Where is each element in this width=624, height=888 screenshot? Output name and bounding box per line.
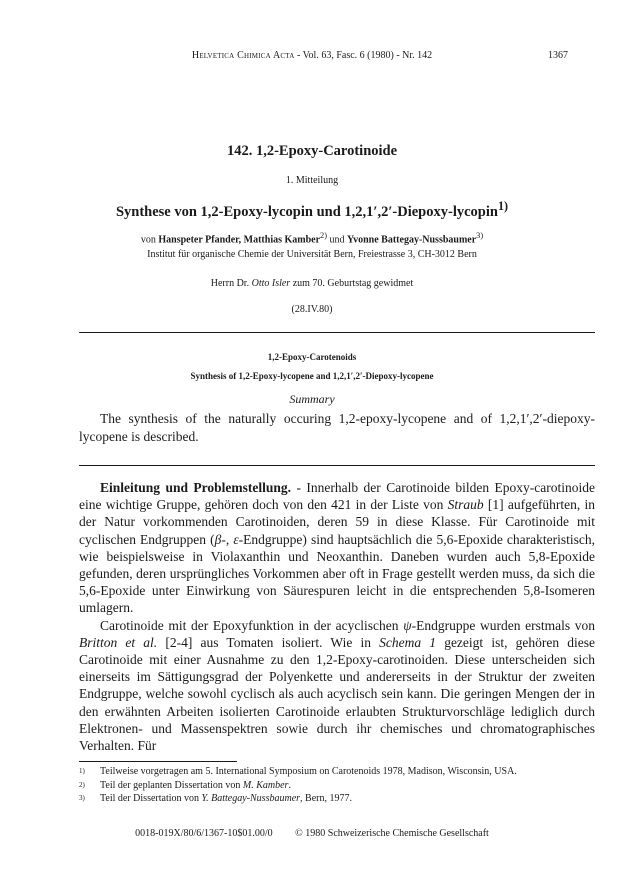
dedication: Herrn Dr. Otto Isler zum 70. Geburtstag gewidmet [210, 278, 414, 289]
authors-prefix: von [140, 234, 159, 246]
cited-author: Britton et al. [79, 634, 158, 650]
page-number: 1367 [548, 50, 568, 61]
footnotes [79, 765, 595, 806]
english-subtitle: Synthesis of 1,2-Epoxy-lycopene and 1,2,1′,2′-Diepoxy-lycopene [190, 371, 434, 381]
scheme-reference: Schema 1 [379, 634, 437, 650]
footnote-marker: 3) [476, 231, 484, 240]
article-number: Nr. 142 [402, 50, 433, 61]
footnote: $^{2)}$ Teil der geplanten Dissertation von M. Kamber. [79, 779, 595, 793]
footnote: $^{3)}$ Teil der Dissertation von Y. Battegay-Nussbaumer, Bern, 1977. [79, 792, 595, 806]
article-title-text: Synthese von 1,2-Epoxy-lycopin und 1,2,1′,2′-Diepoxy-lycopin [115, 203, 498, 220]
footnote-number: 3) [79, 794, 85, 802]
divider [79, 465, 595, 466]
footnote-number: 2) [79, 780, 85, 789]
body-paragraph: Einleitung und Problemstellung. - Innerhalb der Carotinoide bilden Epoxy-carotinoide eine wichtige Gruppe, gehören doch von den 421 in der Liste von Straub [1] aufgeführten, in der Natur vorkommenden Carotinoiden, deren 59 in diese Klasse. Für Carotinoide mit cyclischen Endgruppen (β-, ε-Endgruppe) sind hauptsächlich die 5,6-Epoxide charakteristisch, wie beispielsweise in Violaxanthin und Neoxanthin. Daneben wurden auch 5,8-Epoxide gefunden, deren ursprüngliches Vorkommen aber oft in Frage gestellt werden muss, da sich die 5,6-Epoxide unter Einwirkung von Säurespuren leicht in die entsprechenden 5,8-Isomeren umlagern. [79, 480, 596, 616]
english-title: 1,2-Epoxy-Carotenoids [267, 352, 357, 362]
journal-volume: Vol. 63, Fasc. 6 (1980) [302, 50, 394, 61]
article-title [0, 199, 624, 221]
running-head [0, 50, 624, 66]
author-name: Yvonne Battegay-Nussbaumer [347, 234, 477, 246]
article-part: 1. Mitteilung [285, 175, 339, 186]
author-affiliation: Institut für organische Chemie der Universität Bern, Freiestrasse 3, CH-3012 Bern [147, 249, 477, 260]
authors-separator: , [238, 234, 244, 246]
footnote-marker: 1) [497, 199, 509, 213]
section-heading: Einleitung und Problemstellung. [100, 480, 292, 495]
article-body [79, 479, 595, 754]
cited-author: Straub [447, 497, 484, 513]
summary-heading: Summary [289, 392, 335, 406]
divider [79, 332, 595, 333]
footnote-marker: 2) [320, 231, 327, 240]
footnote-person: M. Kamber [242, 779, 289, 791]
issn-code: 0018-019X/80/6/1367-10$01.00/0 [135, 828, 273, 839]
authors-separator: und [327, 234, 347, 246]
footnote-number: 1) [79, 767, 85, 775]
summary [79, 410, 595, 446]
author-name: Hanspeter Pfander [158, 234, 239, 246]
author-name: Matthias Kamber [243, 234, 321, 246]
copyright: © 1980 Schweizerische Chemische Gesellschaft [295, 828, 489, 839]
received-date: (28.IV.80) [291, 304, 333, 315]
running-head-separator: - [294, 50, 303, 61]
article-series-title: 142. 1,2-Epoxy-Carotinoide [226, 143, 398, 159]
journal-name: Helvetica Chimica Acta [191, 50, 295, 61]
footnote-person: Y. Battegay-Nussbaumer [201, 793, 301, 804]
running-head-text [0, 50, 624, 61]
footnote-divider [79, 761, 237, 762]
page-footer [0, 828, 624, 839]
running-head-separator: - [393, 50, 403, 61]
footnote: $^{1)}$ Teilweise vorgetragen am 5. International Symposium on Carotenoids 1978, Madison, Wisconsin, USA. [79, 765, 595, 779]
body-paragraph: Carotinoide mit der Epoxyfunktion in der acyclischen ψ-Endgruppe wurden erstmals von Britton et al. [2-4] aus Tomaten isoliert. Wie in Schema 1 gezeigt ist, gehören diese Carotinoide mit einer Ausnahme zu den 1,2-Epoxy-carotinoiden. Diese unterscheiden sich einerseits im Sättigungsgrad der Polyenkette und andererseits in der Struktur der zweiten Endgruppe, welche sowohl cyclisch als auch acyclisch sein kann. Die geringen Mengen der in den erwähnten Arbeiten isolierten Carotinoide erlaubten Strukturvorschläge lediglich durch Elektronen- und Massenspektren sowie durch ihr chemisches und chromatographisches Verhalten. Für [79, 617, 595, 754]
dedicatee-name: Otto Isler [251, 278, 291, 289]
author-list [0, 231, 624, 245]
summary-text: The synthesis of the naturally occuring 1,2-epoxy-lycopene and of 1,2,1′,2′-diepoxy-lycopene is described. [79, 411, 595, 444]
